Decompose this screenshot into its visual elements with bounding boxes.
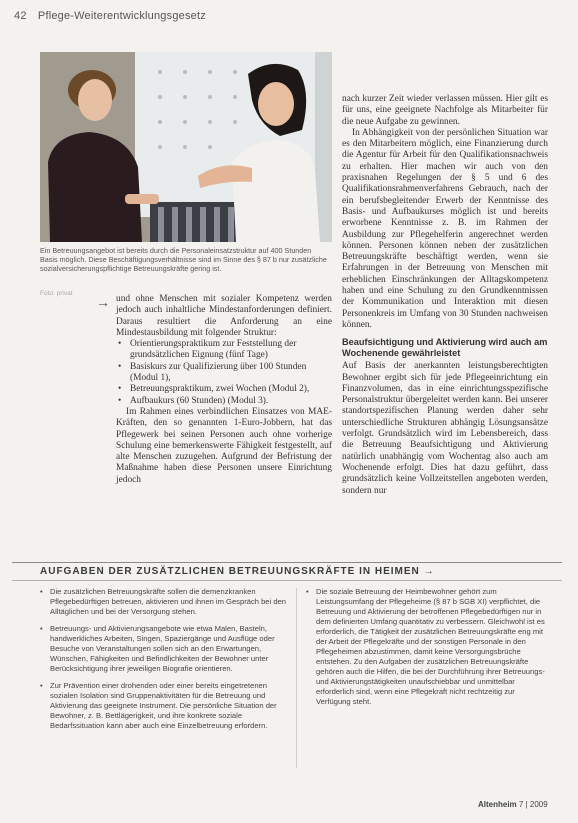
box-top-rule [12,562,562,563]
arrow-right-icon: → [96,294,110,310]
arrow-right-icon: → [423,566,435,577]
tasks-list-left [40,587,286,731]
page-number: 42 [14,10,27,22]
list-item: • Betreuungspraktikum, zwei Wochen (Modul 2), [116,384,332,395]
training-list [116,339,332,407]
list-item: • Aufbaukurs (60 Stunden) (Modul 3). [116,396,332,407]
list-item: • Orientierungspraktikum zur Feststellung der grundsätzlichen Eignung (fünf Tage) [116,339,332,362]
list-item: • Betreuungs- und Aktivierungsangebote wie etwa Malen, Basteln, handwerkliches Arbeiten, Singen, Spaziergänge und Ausflüge oder Besuche von Veranstaltungen sollen sich an den Erwartungen, Wünschen, Fähigkeiten und Befindlichkeiten der Bewohner unter Berücksichtigung ihrer jeweiligen Biografie orientieren. [40,624,286,674]
section-heading: Beaufsichtigung und Aktivierung wird auch am Wochenende gewährleistet [342,337,548,359]
page-footer [478,800,548,809]
middle-intro: und ohne Menschen mit sozialer Kompetenz werden jedoch auch inhaltliche Mindestanforderungen definiert. Daraus resultiert die Anforderung an eine Mindestausbildung mit folgender Struktur: [116,294,332,338]
photo-credit: Foto: privat [40,290,73,297]
box-right-column [306,587,546,714]
list-item: • Basiskurs zur Qualifizierung über 100 Stunden (Modul 1), [116,362,332,385]
box-title [40,566,435,577]
right-paragraph-3: Auf Basis der anerkannten leistungsberechtigten Bewohner ergibt sich für jede Pflegeeinrichtung ein Finanzvolumen, das in eine einrichtungsspezifische Personalstruktur übergeleitet werden kann. Bei unserer standortspezifischen Planung werden daher sehr unterschiedliche Strukturen abhängig Lösungsansätze verfolgt. Grundsätzlich wird im Lebensbereich, dass die Betreuung Beaufsichtigung und Aktivierung natürlich unabhängig vom Wochentag also auch am Wochenende erfolgt. Dies hat dazu geführt, dass grundsätzlich keine Vollzeitstellen angeboten werden, sondern nur [342,361,549,496]
list-item: • Die soziale Betreuung der Heimbewohner gehört zum Leistungsumfang der Pflegeheime (§ 87 b SGB XI) verpflichtet, die Betreuung und Aktivierung der betroffenen Pflegebedürftigen nur in dem definierten Umfang quantitativ zu verbessern. Gleichwohl ist es erforderlich, die Tätigkeit der zusätzlichen Betreuungskräfte eng mit der Arbeit der Pflegekräfte und der sonstigen Personale in den Pflegeheimen abzustimmen, damit keine Versorgungsbrüche entstehen. Zu den Aufgaben der zusätzlichen Betreuungskräfte gehören auch die Hilfen, die bei der Durchführung ihrer Betreuungs- und Aktivierungstätigkeiten unaufschiebbar und unmittelbar erforderlich sind, wenn eine Pflegekraft nicht rechtzeitig zur Verfügung steht. [306,587,546,707]
box-title-rule [12,580,562,581]
issue-number: 7 | 2009 [518,800,548,809]
tasks-list-right [306,587,546,707]
right-column [342,94,548,497]
article-photo [40,52,332,242]
photo-caption: Ein Betreuungsangebot ist bereits durch die Personaleinsatzstruktur auf 400 Stunden Basis möglich. Diese Beschäftigungsverhältnisse sind im Sinne des § 87 b nur zusätzliche sozialversicherungspflichtige Betreuungskräfte gering ist. [40,246,327,274]
photo-illustration [40,52,332,242]
box-column-divider [296,588,297,768]
middle-paragraph: Im Rahmen eines verbindlichen Einsatzes von MAE-Kräften, den so genannten 1-Euro-Jobbern, hat das Pflegewerk bei seinen Personen auch ohne vorherige Schulung eine bemerkenswerte Fähigkeit festgestellt, auf alte Menschen zuzugehen. Aufgrund der Befristung der Maßnahme haben diese Personen unsere Einrichtung jedoch [116,406,332,485]
box-left-column [40,587,286,738]
middle-column [116,294,332,486]
list-item: • Die zusätzlichen Betreuungskräfte sollen die demenzkranken Pflegebedürftigen betreuen, aktivieren und ihnen im Gespräch bei den Alltäglichen und bei der Versorgung stehen. [40,587,286,617]
right-paragraph-1: nach kurzer Zeit wieder verlassen müssen. Hier gilt es für uns, eine geeignete Nachfolge als Mitarbeiter für die neue Aufgabe zu gewinnen. [342,94,548,127]
magazine-name: Altenheim [478,800,517,809]
list-item: • Zur Prävention einer drohenden oder einer bereits eingetretenen sozialen Isolation sind Gruppenaktivitäten für die Betreuung und Aktivierung das geeignete Instrument. Die persönliche Situation der Bewohner, z. B. Bettlägerigkeit, und ihre konkrete soziale Bedarfssituation kann aber auch eine Einzelbetreuung erfordern. [40,681,286,731]
right-paragraph-2: In Abhängigkeit von der persönlichen Situation war es den Mitarbeitern möglich, eine Finanzierung durch die Agentur für Arbeit für den Qualifikationsnachweis zu erhalten. Hier machen wir auch von den praxisnahen Regelungen der § 5 und 6 des Qualifikationsrahmenverfahrens Gebrauch, nach der ein berufsbegleitender Erwerb der Kenntnisse des Basis- und Aufbaukurses möglich ist und bereits erworbene Kenntnisse z. B. im Rahmen der Ausbildung zur Pflegehelferin angerechnet werden können. Personen können neben der zusätzlichen Betreuungskräfte beschäftigt werden, wenn sie Erfahrungen in der Betreuung von Menschen mit erheblichen Einschränkungen der Alltagskompetenz haben und eine Schulung zu den Grundkenntnissen der Kommunikation und Interaktion mit diesen Personenkreis im Umfang von 30 Stunden nachweisen können. [342,127,548,330]
running-header [14,10,206,22]
box-title-text: AUFGABEN DER ZUSÄTZLICHEN BETREUUNGSKRÄFTE IN HEIMEN [40,566,420,577]
section-title: Pflege-Weiterentwicklungsgesetz [37,10,206,22]
